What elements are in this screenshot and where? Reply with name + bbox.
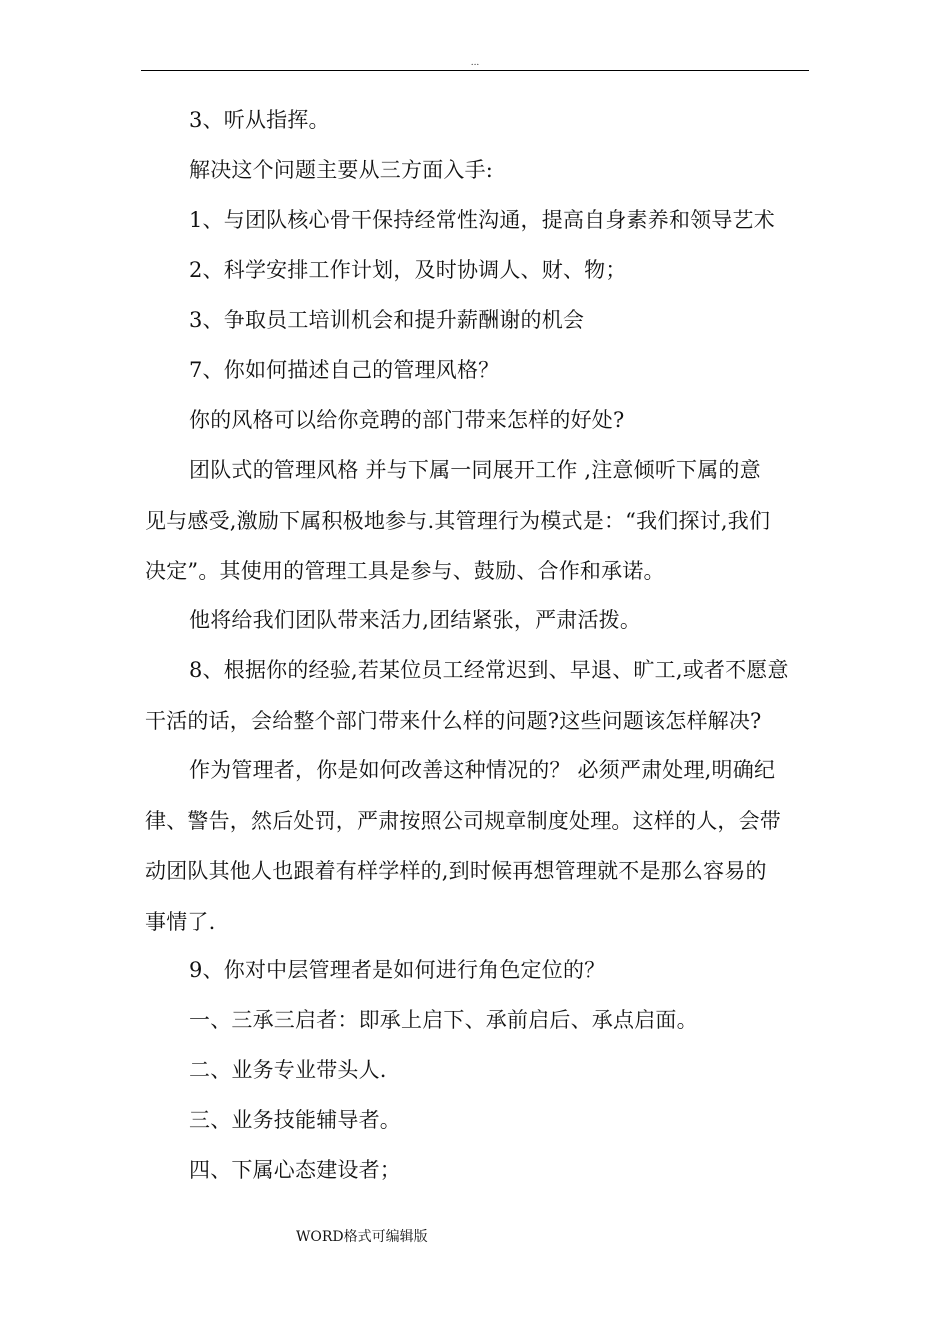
text-line: 事情了.	[145, 909, 216, 934]
text-line: 律、警告，然后处罚，严肃按照公司规章制度处理。这样的人，会带	[145, 808, 781, 833]
text-line: 二、业务专业带头人.	[189, 1058, 387, 1082]
paragraph	[145, 645, 817, 746]
text-line: 7、你如何描述自己的管理风格？	[189, 358, 500, 382]
paragraph	[145, 295, 817, 346]
paragraph	[145, 345, 817, 396]
paragraph	[145, 95, 817, 146]
text-line: 干活的话，会给整个部门带来什么样的问题?这些问题该怎样解决?	[145, 708, 762, 733]
text-line: 三、业务技能辅导者。	[189, 1108, 401, 1132]
text-line: 3、听从指挥。	[189, 108, 330, 132]
text-line: 解决这个问题主要从三方面入手:	[189, 158, 494, 182]
text-line: 他将给我们团队带来活力,团结紧张，严肃活拨。	[189, 608, 642, 632]
footer-label: WORD格式可编辑版	[296, 1229, 428, 1245]
text-line: 见与感受,激励下属积极地参与.其管理行为模式是：“我们探讨,我们	[145, 508, 771, 533]
paragraph	[145, 745, 817, 947]
text-line: 2、科学安排工作计划，及时协调人、财、物；	[189, 258, 627, 282]
paragraph	[145, 595, 817, 646]
paragraph	[145, 445, 817, 597]
paragraph	[145, 1045, 817, 1096]
paragraph	[145, 195, 817, 246]
paragraph	[145, 1095, 817, 1146]
text-line: 8、根据你的经验,若某位员工经常迟到、早退、旷工,或者不愿意	[189, 658, 789, 682]
paragraph	[145, 945, 817, 996]
text-line: 动团队其他人也跟着有样学样的,到时候再想管理就不是那么容易的	[145, 859, 767, 883]
text-line: 一、三承三启者：即承上启下、承前启后、承点启面。	[189, 1008, 698, 1032]
text-line: 你的风格可以给你竞聘的部门带来怎样的好处?	[189, 408, 625, 432]
paragraph	[145, 995, 817, 1046]
text-line: 9、你对中层管理者是如何进行角色定位的？	[189, 958, 606, 982]
text-line: 四、下属心态建设者；	[189, 1158, 401, 1182]
header-rule	[141, 70, 809, 71]
paragraph	[145, 1145, 817, 1196]
paragraph	[145, 145, 817, 196]
text-line: 3、争取员工培训机会和提升薪酬谢的机会	[189, 308, 585, 332]
text-line: 作为管理者，你是如何改善这种情况的？ 必须严肃处理,明确纪	[189, 758, 776, 782]
text-line: 决定”。其使用的管理工具是参与、鼓励、合作和承诺。	[145, 559, 665, 583]
header-mark: ...	[470, 58, 480, 68]
text-line: 团队式的管理风格 并与下属一同展开工作 ,注意倾听下属的意	[189, 458, 761, 482]
text-line: 1、与团队核心骨干保持经常性沟通，提高自身素养和领导艺术	[189, 208, 775, 232]
paragraph	[145, 395, 817, 446]
paragraph	[145, 245, 817, 296]
